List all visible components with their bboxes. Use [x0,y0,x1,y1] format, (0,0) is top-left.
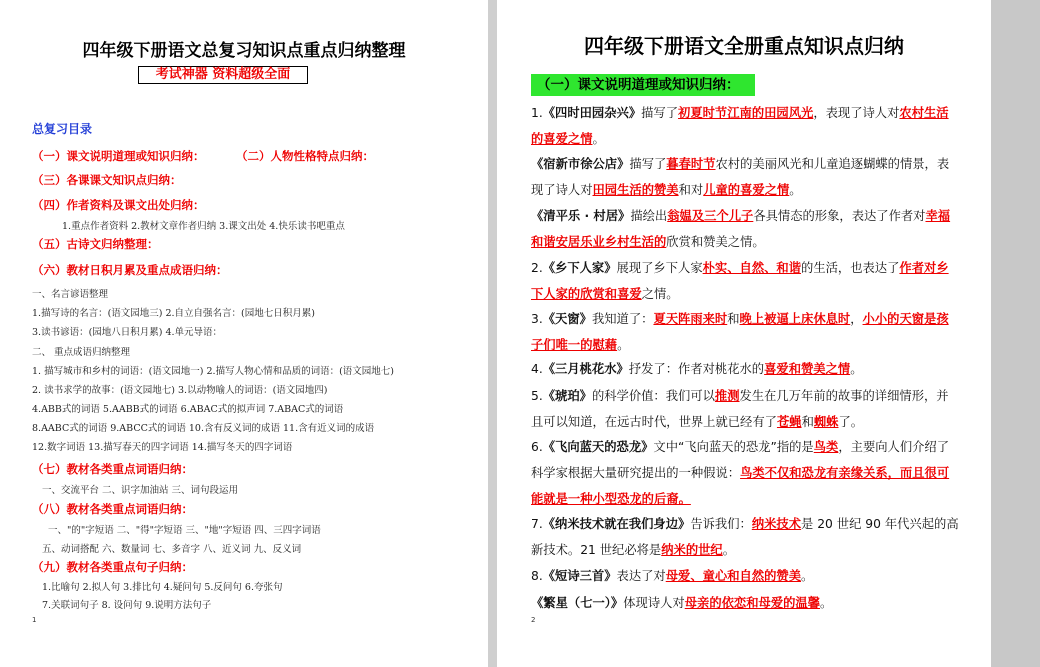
document-page-2 [497,0,991,667]
toc-section-5: （五）古诗文归纳整理： [32,237,159,251]
toc-line: 二、 重点成语归纳整理 [32,347,131,358]
toc-line: 4.ABB式的词语 5.AABB式的词语 6.ABAC式的拟声词 7.ABAC式的词语 [32,404,344,415]
page-title: 四年级下册语文全册重点知识点归纳 [584,34,904,58]
toc-line: 2. 读书求学的故事：(语文园地七) 3.以动物喻人的词语：(语文园地四) [32,385,328,396]
page-number: 1 [32,616,37,624]
toc-section-7: （七）教材各类重点词语归纳： [32,462,193,476]
subtitle-box: 考试神器 资料超级全面 [138,66,308,84]
toc-line: 1. 描写城市和乡村的词语：(语文园地一) 2.描写人物心情和品质的词语：(语文园地七) [32,366,394,377]
toc-line: 一、交流平台 二、识字加油站 三、词句段运用 [42,485,239,496]
paragraph-item-1: 1.《四时田园杂兴》描写了初夏时节江南的田园风光，表现了诗人对农村生活的喜爱之情。 [531,106,949,146]
highlighted-section-heading: （一）课文说明道理或知识归纳： [531,74,755,96]
viewer-side-panel [991,0,1040,667]
toc-section-9: （九）教材各类重点句子归纳： [32,560,193,574]
toc-section-2: （二）人物性格特点归纳： [236,149,374,163]
paragraph-item-1c: 《清平乐 · 村居》描绘出翁媪及三个儿子各具情态的形象，表达了作者对幸福和谐安居乐业乡村生活的欣赏和赞美之情。 [531,209,951,249]
toc-line: 一、名言谚语整理 [32,289,109,300]
page-gutter [488,0,497,667]
toc-section-6: （六）教材日积月累及重点成语归纳： [32,263,228,277]
paragraph-item-6: 6.《飞向蓝天的恐龙》文中“飞向蓝天的恐龙”指的是鸟类，主要向人们介绍了科学家根据大量研究提出的一种假说：鸟类不仅和恐龙有亲缘关系，而且很可能就是一种小型恐龙的后裔。 [531,440,950,506]
paragraph-item-7: 7.《纳米技术就在我们身边》告诉我们：纳米技术是 20 世纪 90 年代兴起的高新技术。21 世纪必将是纳米的世纪。 [531,517,959,557]
toc-line: 1.描写诗的名言：(语文园地三) 2.自立自强名言：(园地七日积月累) [32,308,315,319]
page-title: 四年级下册语文总复习知识点重点归纳整理 [82,41,406,61]
paragraph-item-1b: 《宿新市徐公店》描写了暮春时节农村的美丽风光和儿童追逐蝴蝶的情景，表现了诗人对田园生活的赞美和对儿童的喜爱之情。 [531,157,950,197]
toc-line: 五、动词搭配 六、数量词 七、多音字 八、近义词 九、反义词 [42,544,302,555]
page-number: 2 [531,616,536,624]
toc-line: 3.读书谚语：(园地八日积月累) 4.单元导语： [32,327,223,338]
toc-line: 12.数字词语 13.描写春天的四字词语 14.描写冬天的四字词语 [32,442,293,453]
toc-section-4: （四）作者资料及课文出处归纳： [32,198,205,212]
toc-section-8: （八）教材各类重点词语归纳： [32,502,193,516]
toc-section-1: （一）课文说明道理或知识归纳： [32,149,205,163]
toc-title: 总复习目录 [32,122,93,136]
toc-section-4-items: 1.重点作者资料 2.教材文章作者归纳 3.课文出处 4.快乐读书吧重点 [62,221,345,232]
paragraph-item-5: 5.《琥珀》的科学价值：我们可以推测发生在几万年前的故事的详细情形，并且可以知道，在远古时代，世界上就已经有了苍蝇和蜘蛛了。 [531,389,949,429]
toc-line: 一、"的"字短语 二、"得"字短语 三、"地"字短语 四、三四字词语 [48,525,321,536]
paragraph-item-8: 8.《短诗三首》表达了对母爱、童心和自然的赞美。 [531,569,814,583]
toc-section-3: （三）各课课文知识点归纳： [32,173,182,187]
toc-line: 7.关联词句子 8. 设问句 9.说明方法句子 [42,600,212,611]
paragraph-item-4: 4.《三月桃花水》抒发了：作者对桃花水的喜爱和赞美之情。 [531,362,863,376]
toc-line: 8.AABC式的词语 9.ABCC式的词语 10.含有反义词的成语 11.含有近义词的成语 [32,423,375,434]
paragraph-item-2: 2.《乡下人家》展现了乡下人家朴实、自然、和谐的生活，也表达了作者对乡下人家的欣赏和喜爱之情。 [531,261,949,301]
paragraph-item-8b: 《繁星（七一）》体现诗人对母亲的依恋和母爱的温馨。 [531,596,833,610]
paragraph-item-3: 3.《天窗》我知道了：夏天阵雨来时和晚上被逼上床休息时，小小的天窗是孩子们唯一的慰藉。 [531,312,949,352]
document-page-1 [0,0,488,667]
toc-line: 1.比喻句 2.拟人句 3.排比句 4.疑问句 5.反问句 6.夸张句 [42,582,283,593]
